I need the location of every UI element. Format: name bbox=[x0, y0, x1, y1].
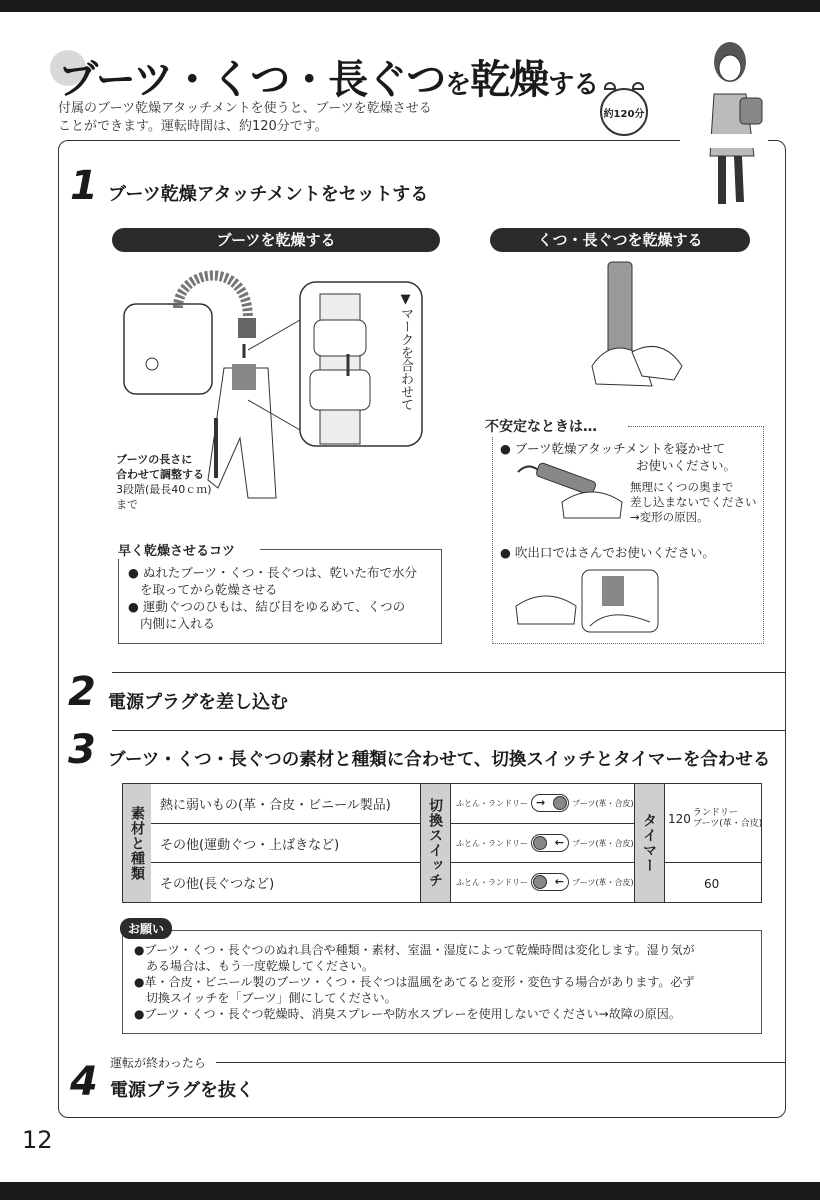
step-4-title: 電源プラグを抜く bbox=[110, 1080, 254, 1101]
material-row-3: その他(長ぐつなど) bbox=[160, 877, 275, 892]
notice-line: ●ブーツ・くつ・長ぐつのぬれ具合や種類・素材、室温・湿度によって乾燥時間は変化します。湿り気が bbox=[134, 943, 695, 957]
notice-line: ●革・合皮・ビニール製のブーツ・くつ・長ぐつは温風をあてると変形・変色する場合があります。必ず bbox=[134, 975, 695, 989]
unstable-bullet-2: ● 吹出口ではさんでお使いください。 bbox=[500, 545, 715, 560]
notice-list bbox=[134, 942, 754, 1022]
notice-line: ある場合は、もう一度乾燥してください。 bbox=[146, 959, 375, 973]
note-line: →変形の原因。 bbox=[630, 510, 709, 524]
unstable-note bbox=[630, 480, 757, 525]
col-divider bbox=[634, 784, 635, 902]
switch-left-label: ふとん・ランドリー bbox=[456, 838, 528, 848]
intro-line: ことができます。運転時間は、約120分です。 bbox=[58, 119, 328, 134]
notice-badge: お願い bbox=[120, 918, 172, 939]
step-4-number: 4 bbox=[70, 1059, 98, 1105]
divider bbox=[216, 1062, 786, 1063]
col-timer: タイマー bbox=[634, 784, 664, 902]
timer-60-value: 60 bbox=[704, 877, 720, 891]
title-mid: 乾燥 bbox=[470, 57, 549, 103]
step-2-number: 2 bbox=[68, 669, 96, 715]
mark-align-label: ▼マークを合わせて bbox=[398, 292, 413, 411]
unstable-box-border bbox=[628, 426, 764, 427]
row-divider bbox=[664, 862, 761, 863]
row-divider bbox=[450, 823, 634, 824]
tips-box-border bbox=[260, 549, 442, 550]
timer-120-label: ランドリー bbox=[692, 808, 738, 818]
switch-right-label: ブーツ(革・合皮) bbox=[572, 838, 634, 848]
step-3-number: 3 bbox=[68, 727, 96, 773]
switch-row-2 bbox=[456, 834, 634, 852]
material-row-1: 熱に弱いもの(革・合皮・ビニール製品) bbox=[160, 798, 391, 813]
unstable-bullet-text: 吹出口ではさんでお使いください。 bbox=[514, 545, 715, 560]
top-bar bbox=[0, 0, 820, 12]
step-3-title: ブーツ・くつ・長ぐつの素材と種類に合わせて、切換スイッチとタイマーを合わせる bbox=[108, 750, 771, 770]
material-row-2: その他(運動ぐつ・上ばきなど) bbox=[160, 837, 340, 853]
step-1-title: ブーツ乾燥アタッチメントをセットする bbox=[108, 184, 429, 205]
switch-right-label: ブーツ(革・合皮) bbox=[572, 798, 634, 808]
callout-line: ブーツの長さに bbox=[116, 453, 193, 466]
step-4-pre: 運転が終わったら bbox=[110, 1056, 206, 1070]
title-small-1: を bbox=[445, 70, 471, 100]
switch-left-icon: ← bbox=[531, 834, 569, 852]
note-line: 差し込まないでください bbox=[630, 495, 757, 509]
switch-left-icon: ← bbox=[531, 873, 569, 891]
title-small-2: する bbox=[548, 70, 599, 100]
divider bbox=[112, 672, 786, 673]
divider bbox=[112, 730, 786, 731]
timer-120-label: ブーツ(革・合皮) bbox=[692, 819, 763, 829]
callout-line: 3段階(最長40ｃｍ) bbox=[116, 483, 212, 496]
tip-text: ぬれたブーツ・くつ・長ぐつは、乾いた布で水分 bbox=[142, 565, 418, 580]
notice-line: ●ブーツ・くつ・長ぐつ乾燥時、消臭スプレーや防水スプレーを使用しないでください→故障の原因。 bbox=[134, 1007, 681, 1021]
col-divider bbox=[664, 784, 665, 902]
switch-left-label: ふとん・ランドリー bbox=[456, 798, 528, 808]
page-number: 12 bbox=[22, 1126, 53, 1154]
tips-list: ● ぬれたブーツ・くつ・長ぐつは、乾いた布で水分 を取ってから乾燥させる ● 運動ぐつのひもは、結び目をゆるめて、くつの 内側に入れる bbox=[128, 564, 438, 632]
switch-left-label: ふとん・ランドリー bbox=[456, 877, 528, 887]
timer-120-cell bbox=[668, 808, 762, 830]
pill-boots: ブーツを乾燥する bbox=[112, 228, 440, 252]
length-callout bbox=[116, 452, 212, 512]
shoe-clip-illustration bbox=[510, 566, 660, 636]
switch-right-icon: → bbox=[531, 794, 569, 812]
callout-line: まで bbox=[116, 498, 138, 511]
col-divider bbox=[450, 784, 451, 902]
unstable-bullet-1: ● ブーツ乾燥アタッチメントを寝かせて bbox=[500, 441, 726, 456]
intro-text bbox=[58, 100, 432, 136]
unstable-bullet-text: ブーツ乾燥アタッチメントを寝かせて bbox=[514, 441, 726, 456]
note-line: 無理にくつの奥まで bbox=[630, 480, 734, 494]
switch-row-1 bbox=[456, 794, 634, 812]
pill-shoes: くつ・長ぐつを乾燥する bbox=[490, 228, 750, 252]
shoe-lying-illustration bbox=[512, 462, 628, 524]
col-material: 素材と種類 bbox=[123, 784, 151, 902]
step-1-number: 1 bbox=[70, 163, 98, 209]
switch-right-label: ブーツ(革・合皮) bbox=[572, 877, 634, 887]
alarm-clock-icon bbox=[600, 88, 648, 136]
page-title bbox=[58, 48, 598, 105]
row-divider bbox=[450, 862, 634, 863]
col-switch: 切換スイッチ bbox=[420, 784, 450, 902]
timer-120-value: 120 bbox=[668, 812, 691, 826]
tips-title: 早く乾燥させるコツ bbox=[116, 540, 239, 559]
bottom-bar bbox=[0, 1182, 820, 1200]
tip-text: を取ってから乾燥させる bbox=[140, 582, 278, 597]
tip-text: 運動ぐつのひもは、結び目をゆるめて、くつの bbox=[142, 599, 406, 614]
callout-line: 合わせて調整する bbox=[116, 468, 204, 481]
clock-label: 約120分 bbox=[603, 108, 645, 120]
tip-text: 内側に入れる bbox=[140, 616, 216, 631]
intro-line: 付属のブーツ乾燥アタッチメントを使うと、ブーツを乾燥させる bbox=[58, 101, 432, 116]
shoes-dryer-illustration bbox=[582, 256, 692, 396]
notice-line: 切換スイッチを「ブーツ」側にしてください。 bbox=[146, 991, 397, 1005]
clock-bell-icon bbox=[632, 82, 644, 90]
title-main: ブーツ・くつ・長ぐつ bbox=[58, 57, 446, 103]
col-divider bbox=[420, 784, 421, 902]
switch-row-3 bbox=[456, 873, 634, 891]
step-2-title: 電源プラグを差し込む bbox=[108, 692, 288, 713]
frame-gap bbox=[680, 134, 768, 148]
unstable-title: 不安定なときは… bbox=[485, 416, 603, 436]
unstable-bullet-1-cont: お使いください。 bbox=[636, 458, 737, 473]
